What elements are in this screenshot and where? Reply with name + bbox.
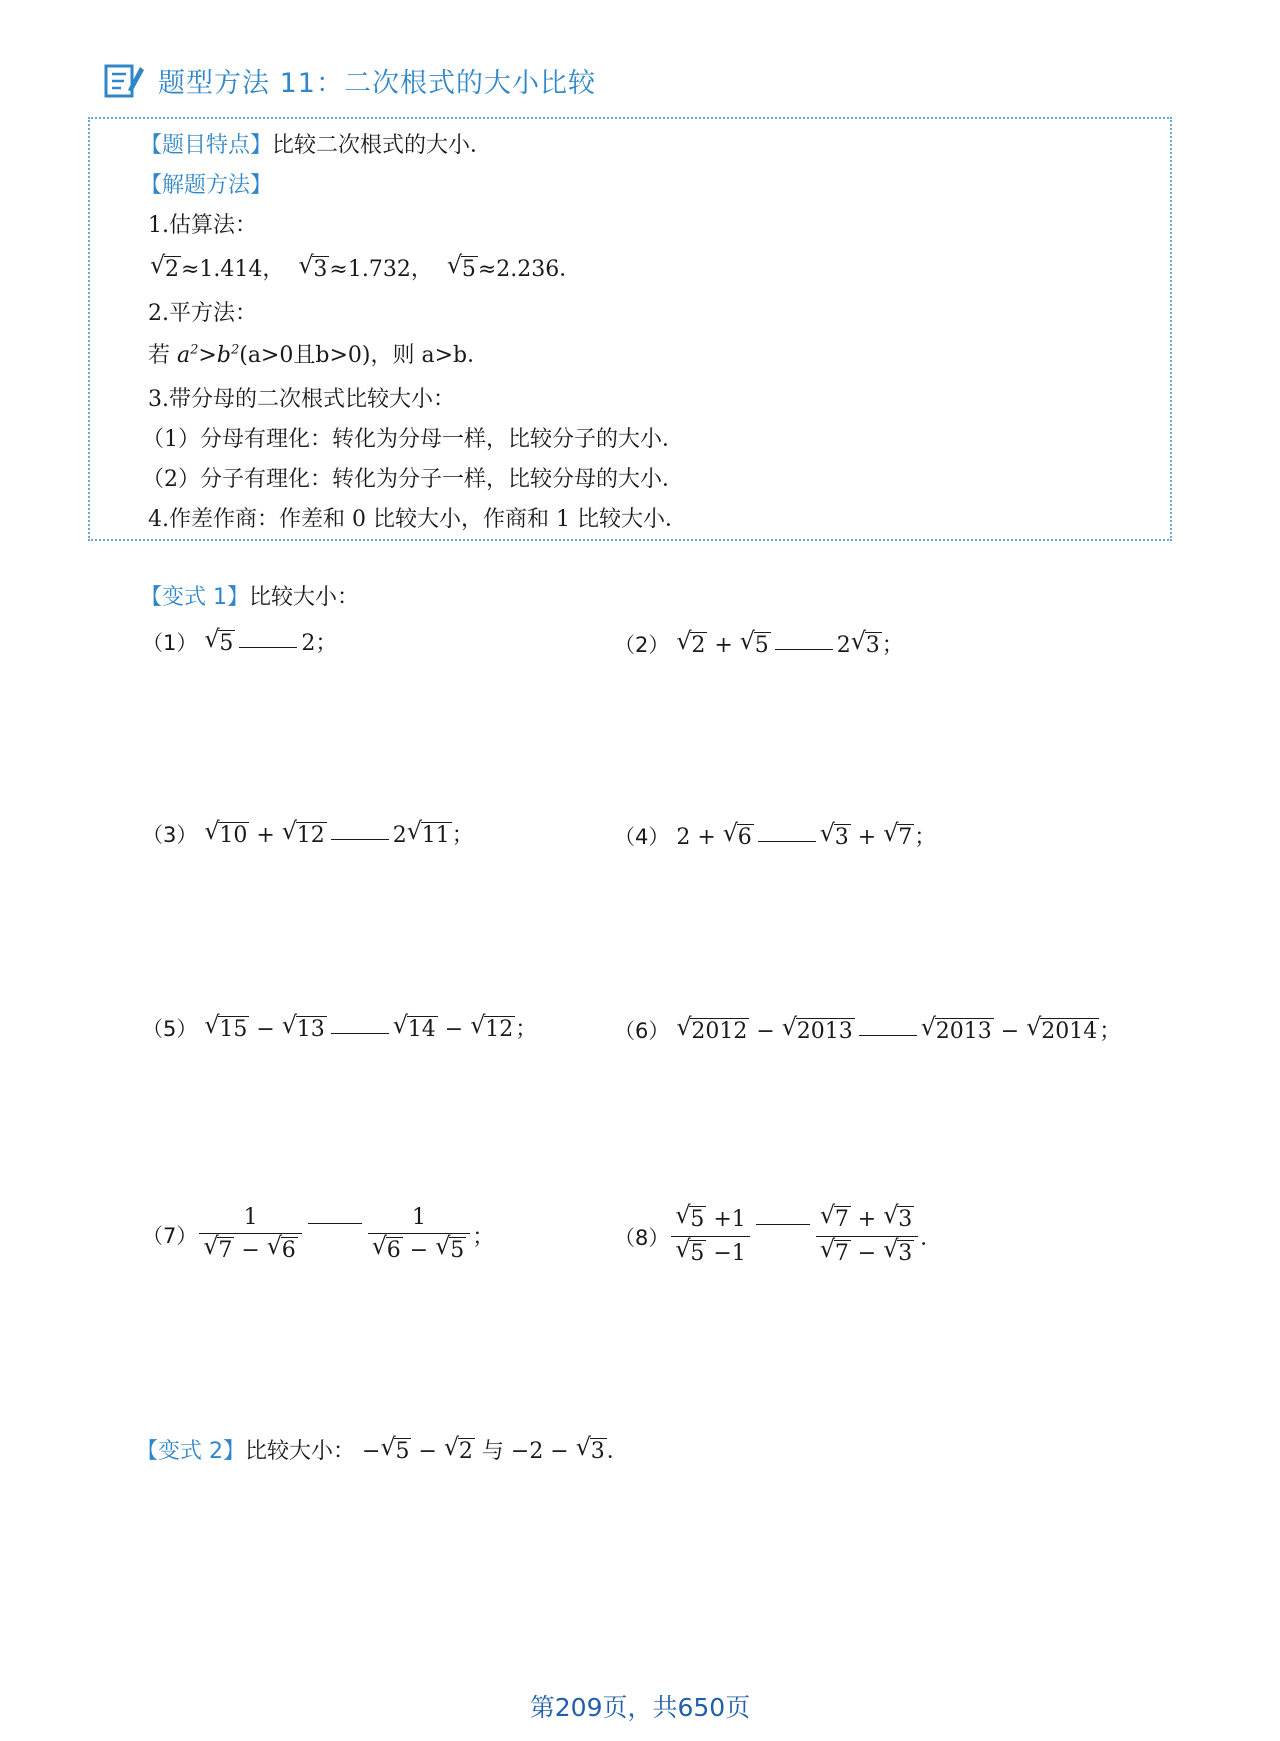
variant1-text: 比较大小： [249, 585, 360, 610]
answer-blank[interactable] [308, 1223, 362, 1224]
m1-estimates [150, 252, 581, 283]
answer-blank[interactable] [239, 647, 297, 648]
m2-conclusion: a>b． [421, 343, 490, 368]
approx-2: ≈1.414， [181, 257, 285, 282]
answer-blank[interactable] [331, 839, 389, 840]
problem-3: （3） √ 10 + √ 12 2√ 11； [142, 818, 474, 849]
problem-6: （6） √ 2012 − √ 2013√ 2013 − √ 2014； [614, 1014, 1121, 1045]
problem-8: （8） √ 5 +1 √ 5 −1 √ 7 + √ 3 √ 7 − √ 3 ． [614, 1206, 942, 1268]
answer-blank[interactable] [775, 649, 833, 650]
problem-2: （2） √ 2 + √ 5 2√ 3； [614, 628, 904, 659]
section-title [104, 58, 596, 102]
approx-5: ≈2.236． [477, 257, 582, 282]
problem-1: （1） √ 5 2； [142, 626, 337, 657]
page-counter: 第209页，共650页 [529, 1693, 751, 1722]
variant1-tag: 【变式 1】 [140, 585, 249, 610]
m2-rule: 若 $a^2>b^2(a>0$且b>0)，则 a>b． [148, 342, 490, 368]
sqrt-5: √ 5 [447, 256, 478, 283]
note-pencil-icon [104, 61, 144, 99]
page-title: 题型方法 11：二次根式的大小比较 [158, 67, 596, 99]
variant2-tag: 【变式 2】 [136, 1439, 245, 1464]
problem-5: （5） √ 15 − √ 13√ 14 − √ 12； [142, 1012, 537, 1043]
variant2-text: 比较大小： [245, 1439, 356, 1464]
feature-text: 比较二次根式的大小． [272, 133, 493, 158]
feature-tag: 【题目特点】 [140, 133, 273, 158]
m1-title: 1.估算法： [148, 213, 257, 238]
problem-4: （4） 2 + √ 6√ 3 + √ 7； [614, 820, 936, 851]
approx-3: ≈1.732， [329, 257, 433, 282]
m3-a: （1）分母有理化：转化为分母一样，比较分子的大小． [142, 427, 684, 452]
m2-condition: (a>0且b>0)，则 [239, 343, 415, 368]
variant2: 【变式 2】比较大小： −√ 5 − √ 2 与 −2 − √ 3． [136, 1434, 629, 1465]
answer-blank[interactable] [331, 1033, 389, 1034]
m2-title: 2.平方法： [148, 301, 257, 326]
sqrt-2: √ 2 [150, 256, 181, 283]
m3-title: 3.带分母的二次根式比较大小： [148, 387, 455, 412]
m4: 4.作差作商：作差和 0 比较大小，作商和 1 比较大小． [148, 507, 687, 532]
sqrt-3: √ 3 [298, 256, 329, 283]
problem-7: （7） 1 √ 7 − √ 6 1 √ 6 − √ 5 ； [142, 1206, 494, 1265]
method-tag-line [140, 168, 272, 199]
answer-blank[interactable] [758, 841, 816, 842]
method-tag: 【解题方法】 [140, 173, 273, 198]
answer-blank[interactable] [756, 1224, 810, 1225]
answer-blank[interactable] [859, 1035, 917, 1036]
variant1-header [140, 580, 359, 611]
m3-b: （2）分子有理化：转化为分子一样，比较分母的大小． [142, 467, 684, 492]
feature-line [140, 128, 492, 159]
